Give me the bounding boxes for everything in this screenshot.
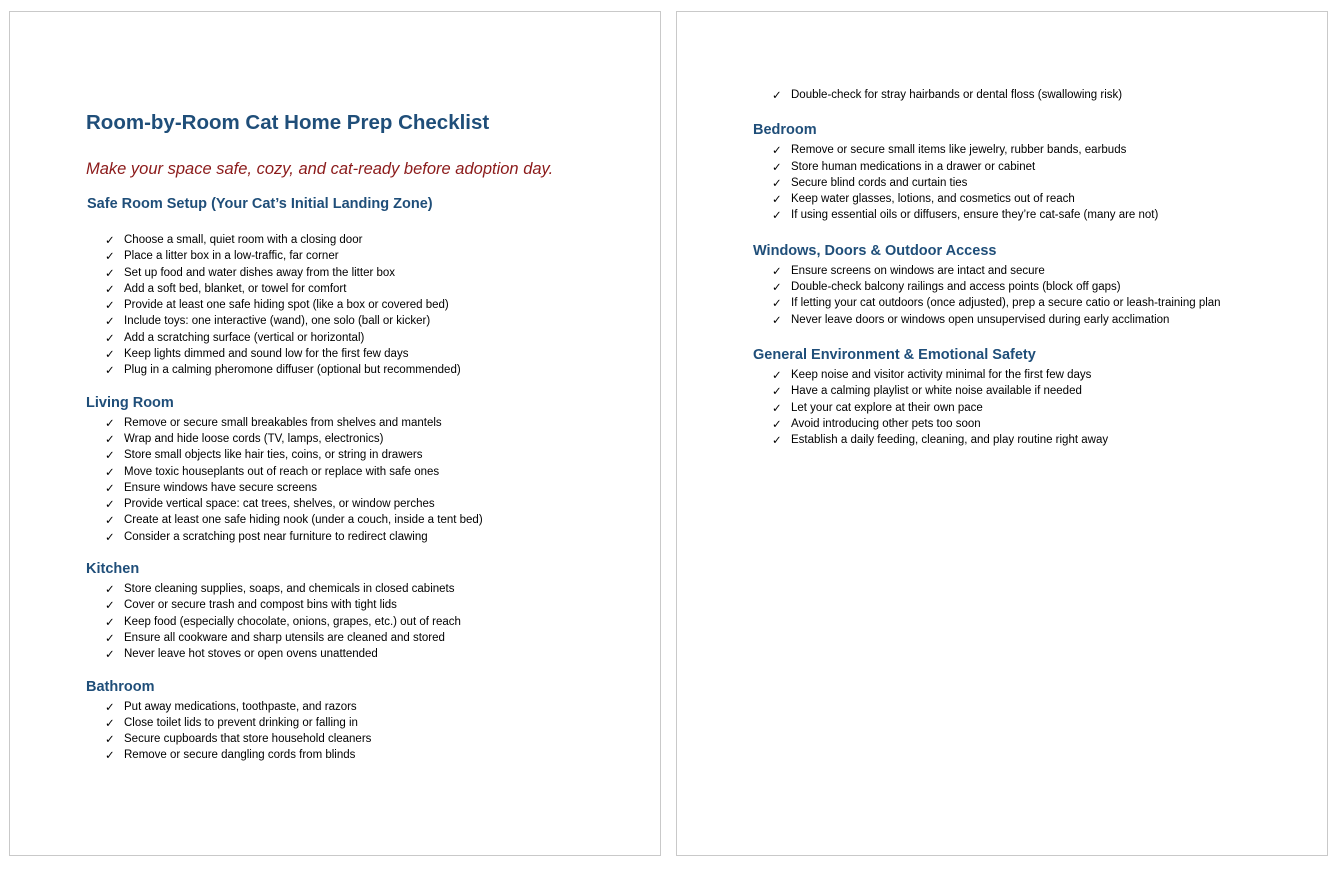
checklist-item xyxy=(105,362,620,378)
checklist-item-text: Double-check for stray hairbands or dental floss (swallowing risk) xyxy=(791,89,1123,101)
checklist-item xyxy=(105,496,620,512)
checkmark-icon: ✓ xyxy=(105,647,115,662)
section-heading: Windows, Doors & Outdoor Access xyxy=(753,242,997,259)
checklist-item-text: Establish a daily feeding, cleaning, and play routine right away xyxy=(791,434,1109,447)
document-subtitle: Make your space safe, cozy, and cat-ready before adoption day. xyxy=(86,160,554,178)
checklist-item xyxy=(105,281,620,297)
checklist xyxy=(86,415,620,545)
checklist-item-text: Secure cupboards that store household cleaners xyxy=(124,733,372,746)
checkmark-icon: ✓ xyxy=(772,280,782,295)
checklist-item-text: Move toxic houseplants out of reach or replace with safe ones xyxy=(124,465,440,478)
section-heading: Bathroom xyxy=(86,678,155,695)
section-heading: Living Room xyxy=(86,394,174,411)
checkmark-icon: ✓ xyxy=(105,249,115,264)
checklist-item-text: Remove or secure small items like jewelry, rubber bands, earbuds xyxy=(791,144,1127,157)
checklist-item xyxy=(105,431,620,447)
checklist-item-text: Close toilet lids to prevent drinking or falling in xyxy=(124,716,358,729)
checklist-item xyxy=(105,464,620,480)
checklist-item-text: Consider a scratching post near furniture to redirect clawing xyxy=(124,530,428,543)
checkmark-icon: ✓ xyxy=(105,614,115,629)
checkmark-icon: ✓ xyxy=(105,265,115,280)
checklist-item xyxy=(105,581,620,597)
checkmark-icon: ✓ xyxy=(772,433,782,448)
checklist-item-text: Wrap and hide loose cords (TV, lamps, electronics) xyxy=(124,432,384,445)
checkmark-icon: ✓ xyxy=(772,88,782,102)
checklist-item xyxy=(772,175,1287,191)
checkmark-icon: ✓ xyxy=(105,298,115,313)
document-page-1 xyxy=(9,11,661,856)
checklist-item xyxy=(105,447,620,463)
checklist-item xyxy=(105,614,620,630)
checklist xyxy=(86,581,620,662)
checklist-item-text: Add a scratching surface (vertical or horizontal) xyxy=(124,331,365,344)
checklist-item xyxy=(105,512,620,528)
checkmark-icon: ✓ xyxy=(105,715,115,730)
checkmark-icon: ✓ xyxy=(105,598,115,613)
checkmark-icon: ✓ xyxy=(772,400,782,415)
checkmark-icon: ✓ xyxy=(105,732,115,747)
section-living-room xyxy=(86,393,620,545)
checkmark-icon: ✓ xyxy=(772,263,782,278)
checklist-item-text: Plug in a calming pheromone diffuser (optional but recommended) xyxy=(124,364,461,377)
checklist-item xyxy=(105,297,620,313)
checkmark-icon: ✓ xyxy=(105,431,115,446)
checklist-item xyxy=(772,142,1287,158)
checklist-item-text: Ensure all cookware and sharp utensils are cleaned and stored xyxy=(124,631,445,644)
checkmark-icon: ✓ xyxy=(105,497,115,512)
page-1-content xyxy=(86,108,620,764)
checklist-item-text: Choose a small, quiet room with a closing door xyxy=(124,234,363,246)
checklist-item-text: Keep noise and visitor activity minimal for the first few days xyxy=(791,368,1092,381)
checklist-item xyxy=(772,87,1287,103)
checklist-item-text: Keep water glasses, lotions, and cosmetics out of reach xyxy=(791,193,1075,206)
checkmark-icon: ✓ xyxy=(105,582,115,597)
checklist-item-text: Store small objects like hair ties, coins, or string in drawers xyxy=(124,449,423,462)
checklist-item-text: Never leave hot stoves or open ovens unattended xyxy=(124,648,378,661)
checklist-item xyxy=(105,265,620,281)
section-bedroom xyxy=(753,120,1287,223)
checkmark-icon: ✓ xyxy=(772,367,782,382)
document-page-2 xyxy=(676,11,1328,856)
checkmark-icon: ✓ xyxy=(772,208,782,223)
section-safe-room xyxy=(86,194,620,379)
checkmark-icon: ✓ xyxy=(105,281,115,296)
checkmark-icon: ✓ xyxy=(105,513,115,528)
checkmark-icon: ✓ xyxy=(105,347,115,362)
checkmark-icon: ✓ xyxy=(105,464,115,479)
checklist-item-text: Cover or secure trash and compost bins with tight lids xyxy=(124,599,397,612)
checkmark-icon: ✓ xyxy=(772,296,782,311)
checklist-item xyxy=(772,191,1287,207)
checklist-item xyxy=(105,731,620,747)
checklist-item-text: Remove or secure small breakables from shelves and mantels xyxy=(124,416,442,429)
checklist-item-text: If letting your cat outdoors (once adjusted), prep a secure catio or leash-training plan xyxy=(791,297,1221,310)
checkmark-icon: ✓ xyxy=(772,192,782,207)
section-kitchen xyxy=(86,559,620,662)
page-2-content xyxy=(753,87,1287,448)
checklist xyxy=(753,142,1287,223)
checklist-item-text: Keep food (especially chocolate, onions, grapes, etc.) out of reach xyxy=(124,615,461,628)
checkmark-icon: ✓ xyxy=(772,143,782,158)
checklist-item-text: Ensure screens on windows are intact and secure xyxy=(791,264,1045,277)
checklist-item-text: Include toys: one interactive (wand), one solo (ball or kicker) xyxy=(124,315,431,328)
checkmark-icon: ✓ xyxy=(105,699,115,714)
checkmark-icon: ✓ xyxy=(105,529,115,544)
checklist-item xyxy=(772,159,1287,175)
checklist-item xyxy=(772,383,1287,399)
checklist-item-text: Secure blind cords and curtain ties xyxy=(791,176,968,189)
checklist-item xyxy=(105,313,620,329)
section-heading: Safe Room Setup (Your Cat’s Initial Landing Zone) xyxy=(87,196,433,212)
checkmark-icon: ✓ xyxy=(772,175,782,190)
checklist-item xyxy=(105,330,620,346)
section-windows-doors xyxy=(753,241,1287,328)
checklist-item-text: Put away medications, toothpaste, and razors xyxy=(124,700,357,713)
checklist-item-text: Keep lights dimmed and sound low for the first few days xyxy=(124,348,409,361)
section-bathroom xyxy=(86,677,620,764)
checklist-item xyxy=(772,295,1287,311)
section-general-environment xyxy=(753,345,1287,448)
checklist-item-text: Avoid introducing other pets too soon xyxy=(791,417,981,430)
checklist-item-text: Create at least one safe hiding nook (under a couch, inside a tent bed) xyxy=(124,514,483,527)
checkmark-icon: ✓ xyxy=(772,384,782,399)
checklist-item xyxy=(105,415,620,431)
checklist-item xyxy=(772,432,1287,448)
checklist-item xyxy=(772,207,1287,223)
checklist-item xyxy=(105,630,620,646)
checklist-item xyxy=(772,279,1287,295)
checklist-item xyxy=(772,416,1287,432)
checklist-item xyxy=(105,480,620,496)
checklist-item-text: Add a soft bed, blanket, or towel for comfort xyxy=(124,282,347,295)
checkmark-icon: ✓ xyxy=(105,330,115,345)
checklist-item xyxy=(105,248,620,264)
checklist xyxy=(753,367,1287,448)
document-title: Room-by-Room Cat Home Prep Checklist xyxy=(86,111,490,134)
section-heading: General Environment & Emotional Safety xyxy=(753,346,1036,363)
section-heading: Bedroom xyxy=(753,122,817,139)
checklist-item-text: If using essential oils or diffusers, ensure they’re cat-safe (many are not) xyxy=(791,209,1159,222)
checklist-item xyxy=(105,529,620,545)
checkmark-icon: ✓ xyxy=(105,314,115,329)
checklist xyxy=(753,263,1287,328)
checklist-item xyxy=(772,367,1287,383)
checklist-item-text: Place a litter box in a low-traffic, far corner xyxy=(124,250,339,263)
checklist-item xyxy=(105,747,620,763)
checklist-item xyxy=(105,597,620,613)
checkmark-icon: ✓ xyxy=(105,630,115,645)
checkmark-icon: ✓ xyxy=(105,233,115,247)
checkmark-icon: ✓ xyxy=(105,480,115,495)
checklist-continued xyxy=(753,87,1287,103)
checklist-item-text: Double-check balcony railings and access points (block off gaps) xyxy=(791,281,1121,294)
checklist-item-text: Remove or secure dangling cords from blinds xyxy=(124,749,356,762)
checklist-item xyxy=(105,346,620,362)
checklist-item-text: Never leave doors or windows open unsupervised during early acclimation xyxy=(791,313,1170,326)
checklist-item xyxy=(105,715,620,731)
checkmark-icon: ✓ xyxy=(105,448,115,463)
checklist-item-text: Let your cat explore at their own pace xyxy=(791,401,983,414)
checklist-item-text: Set up food and water dishes away from the litter box xyxy=(124,266,396,279)
checklist-item-text: Provide vertical space: cat trees, shelves, or window perches xyxy=(124,498,435,511)
checklist xyxy=(86,699,620,764)
checklist-item-text: Ensure windows have secure screens xyxy=(124,481,318,494)
checklist-item xyxy=(105,232,620,248)
checkmark-icon: ✓ xyxy=(105,363,115,378)
checklist-item-text: Have a calming playlist or white noise available if needed xyxy=(791,385,1082,398)
checklist-item-text: Provide at least one safe hiding spot (like a box or covered bed) xyxy=(124,299,449,312)
checkmark-icon: ✓ xyxy=(105,415,115,430)
checkmark-icon: ✓ xyxy=(772,416,782,431)
checklist-item xyxy=(772,263,1287,279)
checklist-item xyxy=(772,400,1287,416)
checklist-item-text: Store human medications in a drawer or cabinet xyxy=(791,160,1036,173)
checklist-item xyxy=(772,312,1287,328)
checklist-item-text: Store cleaning supplies, soaps, and chemicals in closed cabinets xyxy=(124,583,455,596)
checkmark-icon: ✓ xyxy=(105,748,115,763)
section-heading: Kitchen xyxy=(86,561,140,578)
checkmark-icon: ✓ xyxy=(772,312,782,327)
checklist-item xyxy=(105,646,620,662)
checklist-item xyxy=(105,699,620,715)
checkmark-icon: ✓ xyxy=(772,159,782,174)
checklist xyxy=(86,232,620,379)
